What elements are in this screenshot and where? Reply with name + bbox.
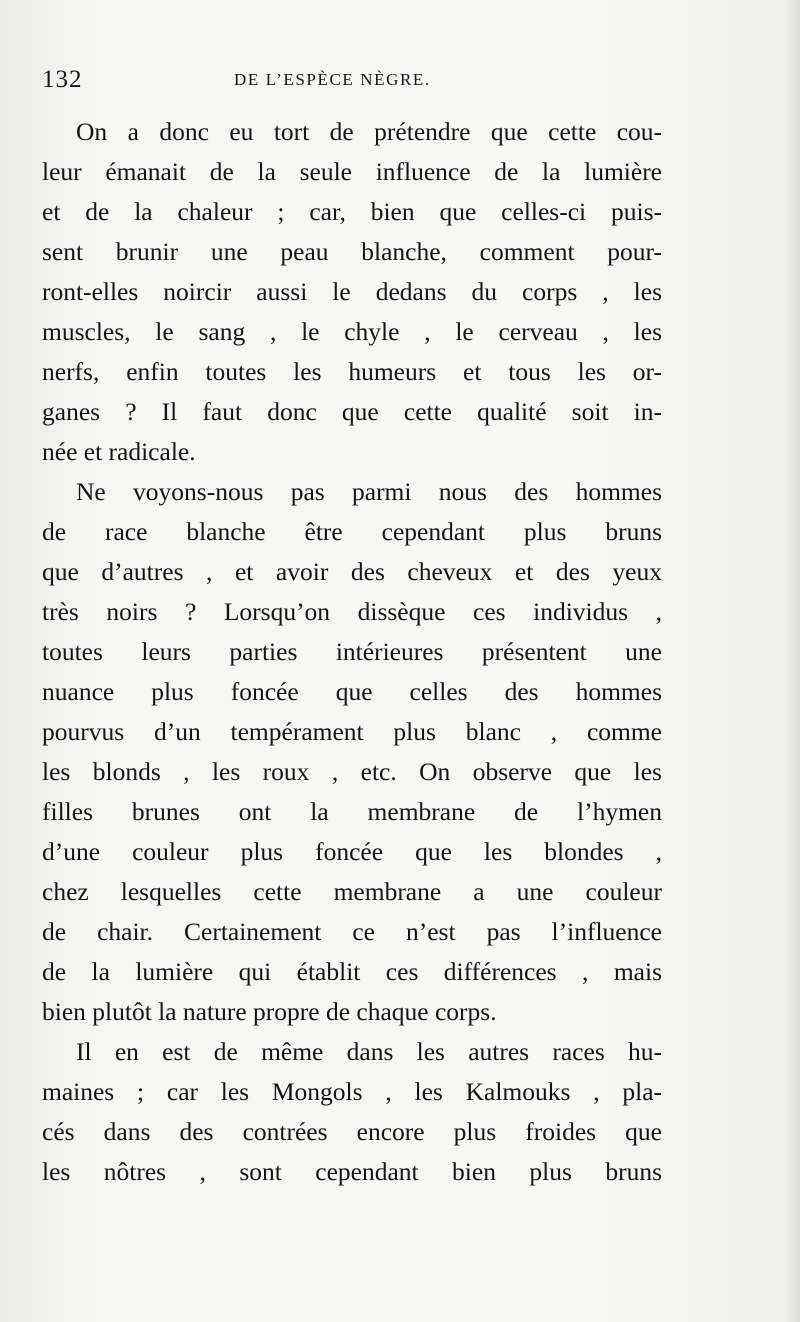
paragraph-1 (42, 112, 662, 472)
text-line: nuance plus foncée que celles des hommes (42, 677, 662, 706)
text-line: On a donc eu tort de prétendre que cette cou- (76, 117, 662, 146)
page-edge-shadow (786, 0, 800, 1322)
text-line: maines ; car les Mongols , les Kalmouks , pla- (42, 1077, 662, 1106)
text-line: de chair. Certainement ce n’est pas l’influence (42, 917, 662, 946)
text-line: sent brunir une peau blanche, comment pour- (42, 237, 662, 266)
text-line: de la lumière qui établit ces différences , mais (42, 957, 662, 986)
text-line: et de la chaleur ; car, bien que celles-ci puis- (42, 197, 662, 226)
text-line: nerfs, enfin toutes les humeurs et tous les or- (42, 357, 662, 386)
text-line: que d’autres , et avoir des cheveux et des yeux (42, 557, 662, 586)
text-line: pourvus d’un tempérament plus blanc , comme (42, 717, 662, 746)
text-line: chez lesquelles cette membrane a une couleur (42, 877, 662, 906)
paragraph-3 (42, 1032, 662, 1192)
body-text (42, 112, 662, 1192)
text-line: très noirs ? Lorsqu’on dissèque ces individus , (42, 597, 662, 626)
text-line: leur émanait de la seule influence de la lumière (42, 157, 662, 186)
text-line: née et radicale. (42, 437, 196, 466)
text-line: bien plutôt la nature propre de chaque corps. (42, 997, 497, 1026)
text-line: ront-elles noircir aussi le dedans du corps , les (42, 277, 662, 306)
text-line: cés dans des contrées encore plus froides que (42, 1117, 662, 1146)
text-line: les nôtres , sont cependant bien plus bruns (42, 1157, 662, 1186)
text-line: les blonds , les roux , etc. On observe que les (42, 757, 662, 786)
text-line: d’une couleur plus foncée que les blondes , (42, 837, 662, 866)
text-line: muscles, le sang , le chyle , le cerveau , les (42, 317, 662, 346)
text-line: Il en est de même dans les autres races hu- (76, 1037, 662, 1066)
text-line: toutes leurs parties intérieures présentent une (42, 637, 662, 666)
page-header (42, 62, 662, 96)
text-line: Ne voyons-nous pas parmi nous des hommes (76, 477, 662, 506)
text-line: filles brunes ont la membrane de l’hymen (42, 797, 662, 826)
page-number: 132 (42, 66, 83, 93)
text-line: ganes ? Il faut donc que cette qualité soit in- (42, 397, 662, 426)
running-title: DE L’ESPÈCE NÈGRE. (234, 70, 431, 89)
paragraph-2 (42, 472, 662, 1032)
text-line: de race blanche être cependant plus bruns (42, 517, 662, 546)
